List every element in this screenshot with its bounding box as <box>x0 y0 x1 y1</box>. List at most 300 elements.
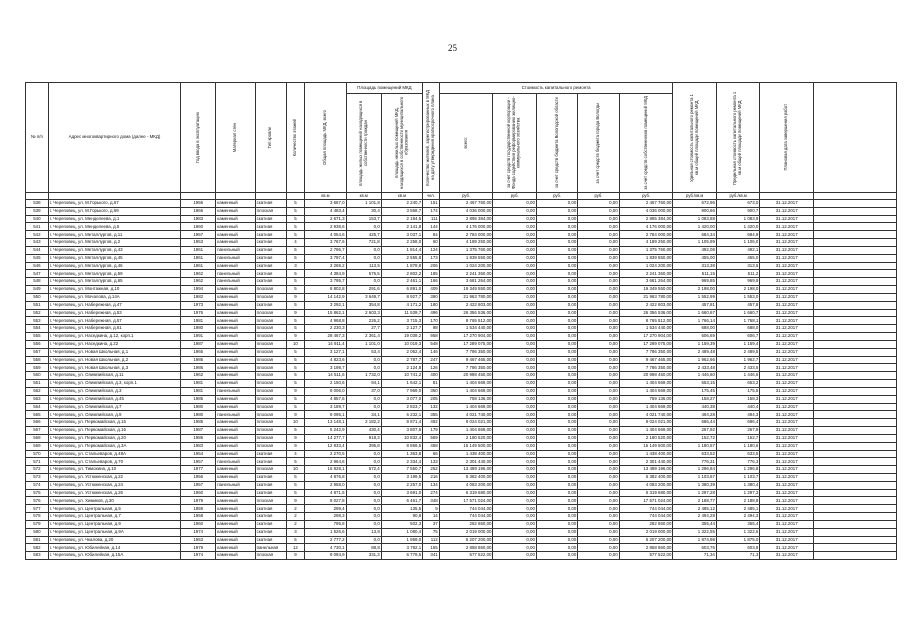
cell-cost-total: 4 083 200,00 <box>439 481 493 489</box>
cell-area-total: 2 796,7 <box>305 246 346 254</box>
cell-cost-fund: 0,00 <box>493 466 536 474</box>
cell-area-total: 28 467,3 <box>305 333 346 341</box>
cell-cost-local: 0,00 <box>578 239 619 247</box>
cell-deadline: 31.12.2017 <box>760 270 814 278</box>
table-row <box>26 481 897 489</box>
cell-residents: 84 <box>423 231 440 239</box>
cell-year: 1983 <box>181 442 216 450</box>
cell-specific-cost: 603,76 <box>673 544 716 552</box>
cell-cost-total: 1 534 440,00 <box>439 325 493 333</box>
cell-roof: плоская <box>255 403 286 411</box>
cell-cost-region: 0,00 <box>536 427 577 435</box>
table-row <box>26 340 897 348</box>
cell-limit-cost: 175,5 <box>716 387 759 395</box>
cell-roof: скатная <box>255 520 286 528</box>
cell-roof: скатная <box>255 505 286 513</box>
cell-cost-owners: 1 839 550,00 <box>619 254 673 262</box>
cell-material: каменный <box>216 513 255 521</box>
cell-spacer <box>814 520 897 528</box>
cell-residents: 144 <box>423 223 440 231</box>
col-area-total: Общая площадь МКД, всего <box>305 83 346 193</box>
cell-area-living: 27,7 <box>346 325 381 333</box>
cell-cost-total: 2 301 440,00 <box>439 458 493 466</box>
cell-num: 553 <box>26 317 49 325</box>
cell-cost-local: 0,00 <box>578 207 619 215</box>
cell-num: 583 <box>26 552 49 560</box>
cell-deadline: 31.12.2017 <box>760 364 814 372</box>
cell-area-nonliving: 1 814,4 <box>381 246 422 254</box>
cell-deadline: 31.12.2017 <box>760 309 814 317</box>
cell-area-living: 291,6 <box>346 286 381 294</box>
cell-cost-owners: 4 083 200,00 <box>619 481 673 489</box>
cell-cost-owners: 1 404 669,00 <box>619 380 673 388</box>
cell-cost-local: 0,00 <box>578 309 619 317</box>
cell-cost-total: 1 404 669,00 <box>439 403 493 411</box>
table-row <box>26 372 897 380</box>
cell-area-total: 14 511,6 <box>305 372 346 380</box>
cell-material: каменный <box>216 372 255 380</box>
cell-roof: плоская <box>255 372 286 380</box>
unit-cell <box>26 193 49 200</box>
cell-area-living: 153,7 <box>346 215 381 223</box>
cell-area-total: 298,3 <box>305 513 346 521</box>
cell-area-living: 30,4 <box>346 207 381 215</box>
cell-specific-cost: 1 296,84 <box>673 466 716 474</box>
cell-year: 1986 <box>181 364 216 372</box>
cell-cost-owners: 2 019 000,00 <box>619 528 673 536</box>
cell-area-living: 113,5 <box>346 262 381 270</box>
cell-cost-region: 0,00 <box>536 207 577 215</box>
cell-floors: 5 <box>286 325 305 333</box>
cell-material: панельный <box>216 387 255 395</box>
cell-num: 564 <box>26 403 49 411</box>
cell-cost-total: 17 571 024,00 <box>439 497 493 505</box>
unit-cell: руб. <box>619 193 673 200</box>
cell-specific-cost: 2 433,48 <box>673 364 716 372</box>
cell-spacer <box>814 200 897 208</box>
cell-roof: плоская <box>255 325 286 333</box>
cell-limit-cost: 673,0 <box>716 200 759 208</box>
cell-cost-total: 9 024 021,00 <box>439 419 493 427</box>
cell-limit-cost: 1 768,1 <box>716 317 759 325</box>
cell-area-living: 0,0 <box>346 223 381 231</box>
cell-num: 568 <box>26 434 49 442</box>
cell-spacer <box>814 254 897 262</box>
cell-floors: 5 <box>286 364 305 372</box>
cell-num: 580 <box>26 528 49 536</box>
cell-cost-owners: 1 534 440,00 <box>619 325 673 333</box>
cell-cost-owners: 2 301 440,00 <box>619 458 673 466</box>
page-number: 25 <box>448 43 457 53</box>
cell-cost-fund: 0,00 <box>493 387 536 395</box>
cell-spacer <box>814 536 897 544</box>
cell-cost-total: 2 784 000,00 <box>439 231 493 239</box>
cell-limit-cost: 1 159,4 <box>716 340 759 348</box>
cell-floors: 12 <box>286 544 305 552</box>
cell-num: 548 <box>26 278 49 286</box>
cell-cost-region: 0,00 <box>536 411 577 419</box>
cell-area-nonliving: 7 550,7 <box>381 466 422 474</box>
cell-specific-cost: 686,44 <box>673 419 716 427</box>
cell-limit-cost: 440,4 <box>716 403 759 411</box>
cell-address: г. Череповец, ул. Набережная, д.47 <box>48 301 180 309</box>
cell-year: 1976 <box>181 309 216 317</box>
col-cost-owners: за счет средств собственников помещений МКД <box>619 94 673 193</box>
cell-residents: 409 <box>423 286 440 294</box>
table-row <box>26 395 897 403</box>
table-row <box>26 419 897 427</box>
cell-residents: 170 <box>423 317 440 325</box>
cell-specific-cost: 1 322,55 <box>673 528 716 536</box>
cell-deadline: 31.12.2017 <box>760 262 814 270</box>
cell-cost-owners: 19 349 550,00 <box>619 286 673 294</box>
cell-cost-region: 0,00 <box>536 387 577 395</box>
cell-cost-fund: 0,00 <box>493 348 536 356</box>
cell-residents: 390 <box>423 293 440 301</box>
cell-cost-region: 0,00 <box>536 239 577 247</box>
cell-area-total: 1 526,6 <box>305 528 346 536</box>
cell-area-total: 16 828,1 <box>305 466 346 474</box>
cell-cost-total: 744 044,00 <box>439 513 493 521</box>
cell-residents: 180 <box>423 301 440 309</box>
cell-cost-local: 0,00 <box>578 536 619 544</box>
cell-num: 581 <box>26 536 49 544</box>
cell-spacer <box>814 270 897 278</box>
cell-num: 542 <box>26 231 49 239</box>
cell-limit-cost: 267,9 <box>716 427 759 435</box>
cell-spacer <box>814 513 897 521</box>
cell-roof: скатная <box>255 239 286 247</box>
cell-cost-local: 0,00 <box>578 372 619 380</box>
table-row <box>26 301 897 309</box>
cell-cost-owners: 2 895 384,00 <box>619 215 673 223</box>
cell-material: каменный <box>216 301 255 309</box>
cell-cost-region: 0,00 <box>536 372 577 380</box>
cell-spacer <box>814 552 897 560</box>
cell-cost-owners: 759 136,00 <box>619 395 673 403</box>
cell-roof: скатная <box>255 200 286 208</box>
cell-specific-cost: 969,85 <box>673 278 716 286</box>
cell-specific-cost: 653,15 <box>673 380 716 388</box>
cell-address: г. Череповец, ул. Чкалова, д.20 <box>48 536 180 544</box>
table-row <box>26 403 897 411</box>
cell-material: панельный <box>216 278 255 286</box>
cell-cost-total: 7 786 350,00 <box>439 348 493 356</box>
cell-num: 544 <box>26 246 49 254</box>
cell-residents: 400 <box>423 372 440 380</box>
cell-residents: 179 <box>423 427 440 435</box>
cell-material: каменный <box>216 403 255 411</box>
cell-floors: 9 <box>286 552 305 560</box>
col-year: Год ввода в эксплуатацию <box>181 83 216 193</box>
cell-residents: 548 <box>423 340 440 348</box>
cell-spacer <box>814 481 897 489</box>
cell-material: каменный <box>216 309 255 317</box>
cell-floors: 5 <box>286 270 305 278</box>
cell-address: г. Череповец, ул. Металлургов, д.45 <box>48 254 180 262</box>
cell-area-nonliving: 10 019,3 <box>381 340 422 348</box>
cell-roof: плоская <box>255 419 286 427</box>
table-body <box>26 200 897 560</box>
col-roof: Тип кровли <box>255 83 286 193</box>
cell-roof: скатная <box>255 270 286 278</box>
cell-material: каменный <box>216 489 255 497</box>
cell-cost-local: 0,00 <box>578 395 619 403</box>
cell-material: каменный <box>216 466 255 474</box>
cell-area-total: 8 006,0 <box>305 387 346 395</box>
cell-floors: 5 <box>286 380 305 388</box>
cell-spacer <box>814 411 897 419</box>
cell-address: г. Череповец, ул. Металлургов, д.59 <box>48 270 180 278</box>
cell-limit-cost: 603,8 <box>716 544 759 552</box>
cell-material: панельный <box>216 481 255 489</box>
cell-year: 1957 <box>181 231 216 239</box>
cell-specific-cost: 1 446,60 <box>673 372 716 380</box>
cell-year: 1983 <box>181 215 216 223</box>
cell-cost-region: 0,00 <box>536 215 577 223</box>
cell-cost-total: 2 241 360,00 <box>439 270 493 278</box>
cell-cost-fund: 0,00 <box>493 489 536 497</box>
cell-specific-cost: 152,72 <box>673 434 716 442</box>
cell-num: 574 <box>26 481 49 489</box>
cell-limit-cost: 2 494,3 <box>716 513 759 521</box>
cell-floors: 5 <box>286 395 305 403</box>
cell-cost-fund: 0,00 <box>493 419 536 427</box>
cell-residents: 348 <box>423 497 440 505</box>
cell-specific-cost: 1 660,67 <box>673 309 716 317</box>
cell-spacer <box>814 239 897 247</box>
cell-cost-fund: 0,00 <box>493 411 536 419</box>
cell-spacer <box>814 207 897 215</box>
col-limit-cost: Предельная стоимость капитального ремонта 1 кв.м общей площади помещений МКД <box>716 83 759 193</box>
units-row <box>26 193 897 200</box>
cell-num: 559 <box>26 364 49 372</box>
cell-num: 545 <box>26 254 49 262</box>
cell-specific-cost: 492,08 <box>673 246 716 254</box>
cell-cost-fund: 0,00 <box>493 231 536 239</box>
cell-area-living: 13,8 <box>346 528 381 536</box>
cell-address: г. Череповец, ул. Металлургов, д.43 <box>48 246 180 254</box>
cell-material: каменный <box>216 215 255 223</box>
cell-roof: плоская <box>255 309 286 317</box>
cell-area-living: 0,0 <box>346 497 381 505</box>
cell-area-total: 2 150,6 <box>305 380 346 388</box>
cell-cost-local: 0,00 <box>578 286 619 294</box>
cell-area-nonliving: 9 871,4 <box>381 419 422 427</box>
cell-material: каменный <box>216 497 255 505</box>
cell-area-living: 0,0 <box>346 278 381 286</box>
cell-cost-local: 0,00 <box>578 403 619 411</box>
cell-roof: плоская <box>255 442 286 450</box>
cell-cost-fund: 0,00 <box>493 340 536 348</box>
cell-cost-owners: 17 289 075,00 <box>619 340 673 348</box>
cell-area-total: 13 148,1 <box>305 419 346 427</box>
table-row <box>26 200 897 208</box>
col-area-group: Площадь помещений МКД <box>346 83 423 94</box>
cell-cost-total: 20 998 450,00 <box>439 372 493 380</box>
cell-roof: плоская <box>255 434 286 442</box>
cell-area-living: 0,0 <box>346 481 381 489</box>
cell-address: г. Череповец, ул. Набережная, д.61 <box>48 325 180 333</box>
cell-cost-region: 0,00 <box>536 544 577 552</box>
cell-residents: 492 <box>423 419 440 427</box>
cell-year: 1962 <box>181 270 216 278</box>
cell-year: 1987 <box>181 340 216 348</box>
table-row <box>26 246 897 254</box>
cell-cost-fund: 0,00 <box>493 239 536 247</box>
cell-deadline: 31.12.2017 <box>760 239 814 247</box>
col-address: Адрес многоквартирного дома (далее - МКД) <box>48 83 180 193</box>
cell-cost-owners: 4 189 250,00 <box>619 239 673 247</box>
cell-specific-cost: 1 766,14 <box>673 317 716 325</box>
cell-area-total: 3 127,1 <box>305 348 346 356</box>
cell-cost-fund: 0,00 <box>493 427 536 435</box>
cell-year: 1991 <box>181 333 216 341</box>
cell-address: г. Череповец, ул. Олимпийская, д.45 <box>48 395 180 403</box>
cell-year: 1981 <box>181 380 216 388</box>
cell-roof: скатная <box>255 215 286 223</box>
cell-year: 1961 <box>181 254 216 262</box>
cell-deadline: 31.12.2017 <box>760 481 814 489</box>
cell-cost-local: 0,00 <box>578 497 619 505</box>
cell-limit-cost: 1 083,9 <box>716 215 759 223</box>
cell-cost-total: 577 522,00 <box>439 552 493 560</box>
cell-cost-total: 1 839 550,00 <box>439 254 493 262</box>
cell-cost-region: 0,00 <box>536 325 577 333</box>
cell-roof: скатная <box>255 481 286 489</box>
cell-deadline: 31.12.2017 <box>760 278 814 286</box>
cell-residents: 37 <box>423 520 440 528</box>
cell-address: г. Череповец, ул. Центральная, д.7 <box>48 513 180 521</box>
table-row <box>26 278 897 286</box>
cell-area-nonliving: 2 258,0 <box>381 239 422 247</box>
cell-num: 546 <box>26 262 49 270</box>
cell-num: 577 <box>26 505 49 513</box>
cell-cost-owners: 1 404 669,00 <box>619 427 673 435</box>
cell-cost-fund: 0,00 <box>493 200 536 208</box>
cell-year: 1962 <box>181 372 216 380</box>
cell-limit-cost: 688,0 <box>716 325 759 333</box>
cell-material: каменный <box>216 262 255 270</box>
cell-address: г. Череповец, ул. Первомайская, д.15 <box>48 419 180 427</box>
cell-limit-cost: 2 198,0 <box>716 286 759 294</box>
cell-area-nonliving: 6 232,1 <box>381 411 422 419</box>
cell-cost-fund: 0,00 <box>493 552 536 560</box>
cell-area-living: 88,8 <box>346 544 381 552</box>
cell-material: каменный <box>216 293 255 301</box>
cell-cost-fund: 0,00 <box>493 497 536 505</box>
cell-area-total: 4 857,6 <box>305 395 346 403</box>
cell-area-total: 4 730,1 <box>305 544 346 552</box>
cell-address: г. Череповец, ул. Олимпийская, д.11 <box>48 372 180 380</box>
cell-deadline: 31.12.2017 <box>760 411 814 419</box>
cell-roof: плоская <box>255 466 286 474</box>
cell-roof: плоская <box>255 340 286 348</box>
cell-area-total: 3 795,7 <box>305 278 346 286</box>
cell-cost-region: 0,00 <box>536 223 577 231</box>
cell-area-living: 0,0 <box>346 536 381 544</box>
cell-year: 1956 <box>181 473 216 481</box>
cell-cost-local: 0,00 <box>578 340 619 348</box>
cell-floors: 10 <box>286 419 305 427</box>
cell-cost-owners: 20 998 450,00 <box>619 372 673 380</box>
cell-floors: 5 <box>286 301 305 309</box>
table-row <box>26 309 897 317</box>
cell-deadline: 31.12.2017 <box>760 207 814 215</box>
cell-floors: 5 <box>286 356 305 364</box>
cell-cost-total: 1 404 669,00 <box>439 380 493 388</box>
cell-address: г. Череповец, ул. Первомайская, д.16 <box>48 427 180 435</box>
cell-area-total: 3 292,1 <box>305 301 346 309</box>
cell-specific-cost: 1 105,99 <box>673 239 716 247</box>
cell-area-nonliving: 3 077,0 <box>381 395 422 403</box>
table-row <box>26 387 897 395</box>
cell-address: г. Череповец, ул. Юбилейная, д.15А <box>48 552 180 560</box>
cell-residents: 185 <box>423 270 440 278</box>
cell-residents: 252 <box>423 466 440 474</box>
cell-address: г. Череповец, ул. Центральная, д.5 <box>48 505 180 513</box>
cell-cost-region: 0,00 <box>536 270 577 278</box>
unit-cell: кв.м <box>346 193 381 200</box>
cell-num: 550 <box>26 293 49 301</box>
cell-cost-owners: 744 044,00 <box>619 505 673 513</box>
unit-cell <box>255 193 286 200</box>
cell-cost-owners: 2 422 803,00 <box>619 301 673 309</box>
cell-material: панельный <box>216 411 255 419</box>
cell-limit-cost: 313,6 <box>716 262 759 270</box>
cell-limit-cost: 1 103,7 <box>716 473 759 481</box>
cell-area-nonliving: 90,8 <box>381 513 422 521</box>
cell-area-living: 53,4 <box>346 348 381 356</box>
cell-floors: 5 <box>286 223 305 231</box>
cell-limit-cost: 2 485,1 <box>716 505 759 513</box>
cell-cost-local: 0,00 <box>578 434 619 442</box>
cell-cost-region: 0,00 <box>536 348 577 356</box>
cell-year: 1986 <box>181 356 216 364</box>
cell-area-total: 12 833,4 <box>305 442 346 450</box>
cell-address: г. Череповец, ул. Тимохина, д.10 <box>48 466 180 474</box>
cell-num: 540 <box>26 215 49 223</box>
cell-cost-owners: 1 404 669,00 <box>619 403 673 411</box>
cell-cost-fund: 0,00 <box>493 442 536 450</box>
cell-spacer <box>814 215 897 223</box>
cell-area-total: 8 095,1 <box>305 411 346 419</box>
cell-floors: 9 <box>286 434 305 442</box>
cell-cost-total: 26 356 536,00 <box>439 309 493 317</box>
cell-spacer <box>814 450 897 458</box>
cell-residents: 60 <box>423 239 440 247</box>
cell-residents: 66 <box>423 450 440 458</box>
cell-cost-local: 0,00 <box>578 387 619 395</box>
cell-cost-fund: 0,00 <box>493 544 536 552</box>
cell-limit-cost: 494,3 <box>716 411 759 419</box>
cell-floors: 5 <box>286 473 305 481</box>
cell-address: г. Череповец, ул. Наседкина, д.22 <box>48 340 180 348</box>
cell-area-living: 354,8 <box>346 301 381 309</box>
cell-cost-owners: 2 858 860,00 <box>619 544 673 552</box>
cell-year: 1987 <box>181 427 216 435</box>
cell-num: 572 <box>26 466 49 474</box>
cell-year: 1985 <box>181 395 216 403</box>
cell-spacer <box>814 395 897 403</box>
cell-cost-region: 0,00 <box>536 317 577 325</box>
unit-cell: руб./кв.м <box>716 193 759 200</box>
cell-floors: 5 <box>286 286 305 294</box>
cell-cost-owners: 8 765 512,00 <box>619 317 673 325</box>
cell-area-living: 94,1 <box>346 380 381 388</box>
cell-limit-cost: 653,2 <box>716 380 759 388</box>
cell-material: каменный <box>216 356 255 364</box>
